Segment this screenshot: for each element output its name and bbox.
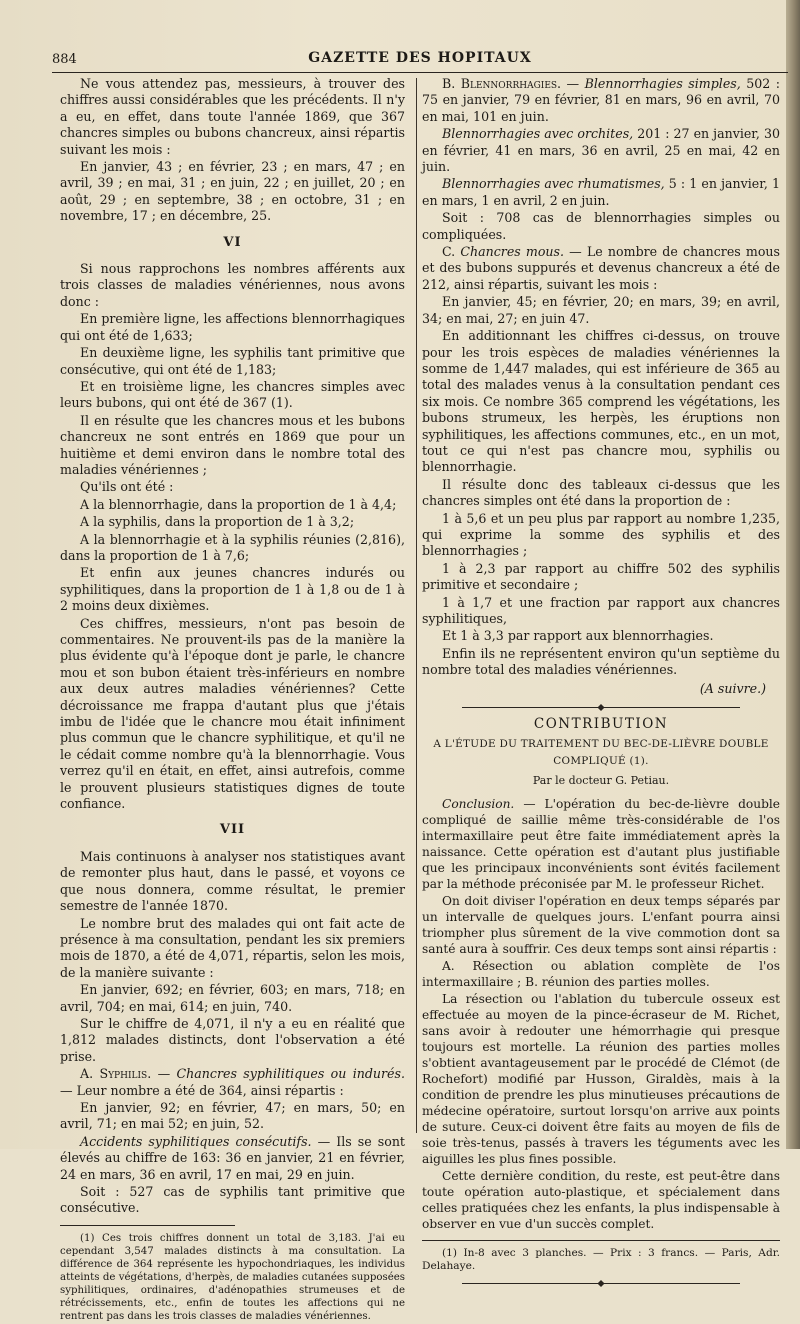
subsection-label: B. Blennorrhagies. <box>442 76 562 91</box>
paragraph: 1 à 1,7 et une fraction par rapport aux chancres syphilitiques, <box>422 594 780 626</box>
paragraph-text: — L'opération du bec-de-lièvre double compliqué de saillie même très-considérable de l'os intermaxillaire peut être faite immédiatement après la naissance. Cette opération est d'autant plus justifiable que les principaux inconvénients sont évités facilement par la méthode préconisée par M. le professeur Richet. <box>422 796 780 891</box>
section-rule <box>462 707 740 708</box>
to-be-continued: (A suivre.) <box>699 680 766 696</box>
paragraph: Sur le chiffre de 4,071, il n'y a eu en réalité que 1,812 malades distincts, dont l'observation a été prise. <box>60 1015 405 1064</box>
paragraph: En additionnant les chiffres ci-dessus, on trouve pour les trois espèces de maladies vénériennes la somme de 1,447 malades, qui est inférieure de 365 au total des malades venus à la consultation pendant ces six mois. Ce nombre 365 comprend les végétations, les bubons strumeux, les herpès, les éruptions non syphilitiques, les affections communes, etc., en un mot, tout ce qui n'est pas chancre mou, syphilis ou blennorrhagie. <box>422 328 780 475</box>
paragraph: Et enfin aux jeunes chancres indurés ou syphilitiques, dans la proportion de 1 à 1,8 ou de 1 à 2 moins deux dixièmes. <box>60 565 405 614</box>
paragraph <box>422 796 780 892</box>
subsection-label: A. Syphilis. <box>80 1066 152 1082</box>
paragraph: Et en troisième ligne, les chancres simples avec leurs bubons, qui ont été de 367 (1). <box>60 378 405 411</box>
paragraph: Le nombre brut des malades qui ont fait acte de présence à ma consultation, pendant les six premiers mois de 1870, a été de 4,071, répartis, selon les mois, de la manière suivante : <box>60 915 405 980</box>
subsection-title: Blennorrhagies simples, <box>584 76 741 91</box>
paragraph <box>422 176 780 209</box>
paragraph: 1 à 2,3 par rapport au chiffre 502 des syphilis primitive et secondaire ; <box>422 560 780 593</box>
paragraph: 1 à 5,6 et un peu plus par rapport au nombre 1,235, qui exprime la somme des syphilis et des blennorrhagies ; <box>422 510 780 559</box>
paragraph: En janvier, 692; en février, 603; en mars, 718; en avril, 704; en mai, 614; en juin, 740. <box>60 982 405 1014</box>
subsection-title: Blennorrhagies avec rhumatismes, <box>442 176 665 192</box>
paragraph: En janvier, 92; en février, 47; en mars, 50; en avril, 71; en mai 52; en juin, 52. <box>60 1099 405 1132</box>
running-head: GAZETTE DES HOPITAUX <box>308 50 532 66</box>
article-body <box>422 796 780 1232</box>
paragraph: A la blennorrhagie, dans la proportion de 1 à 4,4; <box>80 496 397 512</box>
subsection-title: Blennorrhagies avec orchites, <box>442 126 634 142</box>
section-heading: VII <box>219 822 246 838</box>
paragraph <box>60 1134 405 1183</box>
paragraph: Soit : 527 cas de syphilis tant primitive que consécutive. <box>60 1184 405 1216</box>
footnote: (1) In-8 avec 3 planches. — Prix : 3 francs. — Paris, Adr. Delahaye. <box>422 1246 780 1272</box>
section-heading: VI <box>223 234 242 250</box>
right-column <box>422 76 780 1292</box>
subsection-title: Chancres syphilitiques ou indurés. <box>176 1066 405 1082</box>
column-divider <box>416 78 417 1133</box>
page-number: 884 <box>52 52 77 67</box>
left-column <box>60 76 405 1324</box>
paragraph-text: — Ils se sont élevés au chiffre de 163: 36 en janvier, 21 en février, 24 en mars, 36 en avril, 17 en mai, 29 en juin. <box>60 1133 405 1182</box>
paragraph: Ces chiffres, messieurs, n'ont pas besoin de commentaires. Ne prouvent-ils pas de la manière la plus évidente qu'à l'époque dont je parle, le chancre mou et son bubon étaient très-inférieurs en nombre aux deux autres maladies vénériennes? Cette décroissance me frappa d'autant plus que j'étais imbu de l'idée que le chancre mou était infiniment plus commun que le chancre syphilitique, et qu'il ne le cédait comme nombre qu'à la blennorrhagie. Vous verrez qu'il en était, en effet, ainsi autrefois, comme le prouvent plusieurs statistiques dignes de toute confiance. <box>60 615 405 812</box>
paragraph: En première ligne, les affections blennorrhagiques qui ont été de 1,633; <box>60 311 405 343</box>
end-rule <box>462 1283 740 1284</box>
paragraph: Qu'ils ont été : <box>80 479 174 495</box>
paragraph: Si nous rapprochons les nombres afférents aux trois classes de maladies vénériennes, nous avons donc : <box>60 261 405 309</box>
paragraph <box>422 126 780 175</box>
subsection-label: Conclusion. <box>442 796 515 811</box>
paragraph: Il résulte donc des tableaux ci-dessus que les chancres simples ont été dans la proportion de : <box>422 476 780 509</box>
paragraph-text: 502 : 75 en janvier, 79 en février, 81 en mars, 96 en avril, 70 en mai, 101 en juin. <box>422 76 781 124</box>
binding-edge <box>786 0 800 1149</box>
paragraph: B. Blennorrhagies. — Blennorrhagies simples, 502 : 75 en janvier, 79 en février, 81 en mars, 96 en avril, 70 en mai, 101 en juin. <box>422 76 781 124</box>
paragraph <box>422 244 780 293</box>
subsection-title: Accidents syphilitiques consécutifs. <box>80 1133 312 1149</box>
paragraph: Il en résulte que les chancres mous et les bubons chancreux ne sont entrés en 1869 que pour un huitième et demi environ dans le nombre total des maladies vénériennes ; <box>60 412 405 477</box>
paragraph: A la syphilis, dans la proportion de 1 à 3,2; <box>80 514 355 530</box>
paragraph: En janvier, 45; en février, 20; en mars, 39; en avril, 34; en mai, 27; en juin 47. <box>422 294 780 326</box>
article-title: CONTRIBUTION <box>533 716 669 733</box>
paragraph: A. Syphilis. — Chancres syphilitiques ou indurés. — Leur nombre a été de 364, ainsi répartis : <box>60 1066 405 1098</box>
footnote-rule <box>422 1240 780 1241</box>
paragraph: Enfin ils ne représentent environ qu'un septième du nombre total des maladies vénériennes. <box>422 645 780 678</box>
paragraph: Ne vous attendez pas, messieurs, à trouver des chiffres aussi considérables que les précédents. Il n'y a eu, en effet, dans toute l'année 1869, que 367 chancres simples ou bubons chancreux, ainsi répartis suivant les mois : <box>60 76 405 157</box>
paragraph: La résection ou l'ablation du tubercule osseux est effectuée au moyen de la pince-écraseur de M. Richet, sans avoir à redouter une hémorrhagie qui presque toujours est mortelle. La réunion des parties molles s'obtient avantageusement par le procédé de Clémot (de Rochefort) modifié par Husson, Giraldès, mais à la condition de prendre les plus minutieuses précautions de médecine opératoire, surtout lorsqu'on arrive aux points de suture. Ceux-ci doivent être faits au moyen de fils de soie très-tenus, passés à travers les téguments avec les aiguilles les plus fines possible. <box>422 991 780 1166</box>
paragraph: Cette dernière condition, du reste, est peut-être dans toute opération auto-plastique, et spécialement dans celles pratiquées chez les enfants, la plus indispensable à observer en vue d'un succès complet. <box>422 1168 780 1231</box>
paragraph-text: — Leur nombre a été de 364, ainsi répartis : <box>60 1082 344 1098</box>
page-header <box>52 48 788 73</box>
footnote-rule <box>60 1225 235 1226</box>
paragraph: Et 1 à 3,3 par rapport aux blennorrhagies. <box>442 628 714 644</box>
paragraph: Mais continuons à analyser nos statistiques avant de remonter plus haut, dans le passé, et voyons ce que nous donnera, comme résultat, le premier semestre de l'année 1870. <box>60 848 405 914</box>
article-subtitle: A L'ÉTUDE DU TRAITEMENT DU BEC-DE-LIÈVRE DOUBLE COMPLIQUÉ (1). <box>433 738 769 767</box>
article-author: Par le docteur G. Petiau. <box>532 774 670 788</box>
paragraph: En deuxième ligne, les syphilis tant primitive que consécutive, qui ont été de 1,183; <box>60 345 405 377</box>
paragraph-text: 201 : 27 en janvier, 30 en février, 41 en mars, 36 en avril, 25 en mai, 42 en juin. <box>422 126 780 175</box>
subsection-label: C. <box>442 244 456 260</box>
paragraph: A. Résection ou ablation complète de l'os intermaxillaire ; B. réunion des parties molles. <box>422 958 780 989</box>
paragraph: Soit : 708 cas de blennorrhagies simples ou compliquées. <box>422 210 780 242</box>
footnote: (1) Ces trois chiffres donnent un total de 3,183. J'ai eu cependant 3,547 malades distincts à ma consultation. La différence de 364 représente les hypochondriaques, les individus atteints de végétations, d'herpès, de maladies cutanées supposées syphilitiques, ordinaires, d'adénopathies strumeuses et de rétrécissements, etc., enfin de toutes les affections qui ne rentrent pas dans les trois classes de maladies vénériennes. <box>60 1232 405 1322</box>
paragraph: On doit diviser l'opération en deux temps séparés par un intervalle de quelques jours. L'enfant pourra ainsi triompher plus sûrement de la vive commotion dont sa santé aura à souffrir. Ces deux temps sont ainsi répartis : <box>422 893 780 956</box>
paragraph-text: 5 : 1 en janvier, 1 en mars, 1 en avril, 2 en juin. <box>422 176 781 208</box>
subsection-title: Chancres mous. <box>460 244 565 260</box>
paragraph: A la blennorrhagie et à la syphilis réunies (2,816), dans la proportion de 1 à 7,6; <box>60 531 405 563</box>
paragraph-text: — Le nombre de chancres mous et des bubons suppurés et devenus chancreux a été de 212, ainsi répartis, suivant les mois : <box>422 244 780 292</box>
paragraph: En janvier, 43 ; en février, 23 ; en mars, 47 ; en avril, 39 ; en mai, 31 ; en juin, 22 ; en juillet, 20 ; en août, 29 ; en septembre, 38 ; en octobre, 31 ; en novembre, 17 ; en décembre, 25. <box>60 159 405 224</box>
